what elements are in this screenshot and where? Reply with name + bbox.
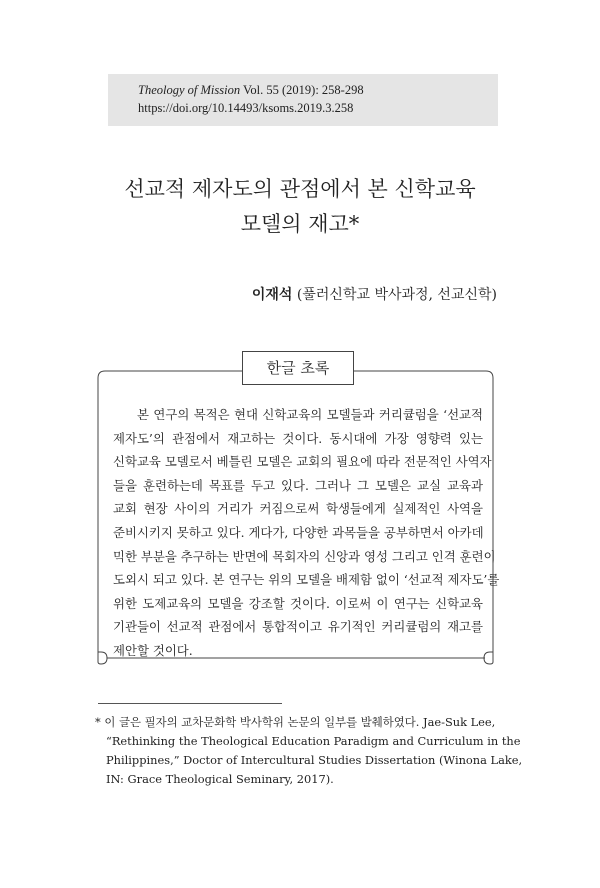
- journal-volume: Vol. 55 (2019): 258-298: [243, 83, 364, 97]
- abstract-line: 믹한 부분을 추구하는 반면에 목회자의 신앙과 영성 그리고 인격 훈련이: [113, 548, 496, 564]
- footnote-line: IN: Grace Theological Seminary, 2017).: [106, 772, 334, 786]
- footnote-marker: *: [95, 715, 101, 729]
- author-line: [252, 284, 497, 304]
- abstract-line: 교회 현장 사이의 거리가 커짐으로써 학생들에게 실제적인 사역을: [113, 501, 483, 517]
- footnote-line: “Rethinking the Theological Education Paradigm and Curriculum in the: [106, 734, 521, 748]
- abstract-line: 신학교육 모델로서 베틀린 모델은 교회의 필요에 따라 전문적인 사역자: [113, 454, 492, 470]
- abstract-line: 들을 훈련하는데 목표를 두고 있다. 그러나 그 모델은 교실 교육과: [113, 477, 483, 493]
- abstract-line: 기관들이 선교적 관점에서 통합적이고 유기적인 커리큘럼의 재고를: [113, 619, 483, 635]
- footnote-line: Philippines,” Doctor of Intercultural Studies Dissertation (Winona Lake,: [106, 753, 523, 767]
- doi-link[interactable]: https://doi.org/10.14493/ksoms.2019.3.258: [138, 101, 354, 115]
- abstract-line: 제안할 것이다.: [113, 642, 193, 658]
- abstract-line: 위한 도제교육의 모델을 강조할 것이다. 이로써 이 연구는 신학교육: [113, 595, 483, 611]
- author-name: 이재석: [251, 287, 293, 303]
- abstract-line: 제자도’의 관점에서 재고하는 것이다. 동시대에 가장 영향력 있는: [113, 430, 483, 446]
- journal-citation-line: [138, 83, 364, 98]
- footnote-text: 이 글은 필자의 교차문화학 박사학위 논문의 일부를 발췌하였다. Jae-Suk Lee,: [104, 715, 496, 729]
- title-line-2: 모델의 재고*: [240, 212, 360, 236]
- abstract-heading: 한글 초록: [242, 351, 354, 385]
- footnote: [95, 713, 523, 789]
- footnote-divider: [98, 703, 282, 704]
- journal-name: Theology of Mission: [138, 83, 241, 97]
- author-affiliation: (풀러신학교 박사과정, 선교신학): [296, 287, 497, 303]
- footnote-line: [95, 713, 497, 732]
- abstract-line: 본 연구의 목적은 현대 신학교육의 모델들과 커리큘럼을 ‘선교적: [137, 407, 483, 422]
- paper-title: [60, 172, 540, 242]
- title-line-1: 선교적 제자도의 관점에서 본 신학교육: [124, 177, 476, 201]
- abstract-body: [113, 403, 500, 663]
- abstract-line: 도외시 되고 있다. 본 연구는 위의 모델을 배제함 없이 ‘선교적 제자도’를: [113, 572, 500, 588]
- abstract-line: 준비시키지 못하고 있다. 게다가, 다양한 과목들을 공부하면서 아카데: [113, 524, 484, 540]
- journal-header: [108, 74, 498, 126]
